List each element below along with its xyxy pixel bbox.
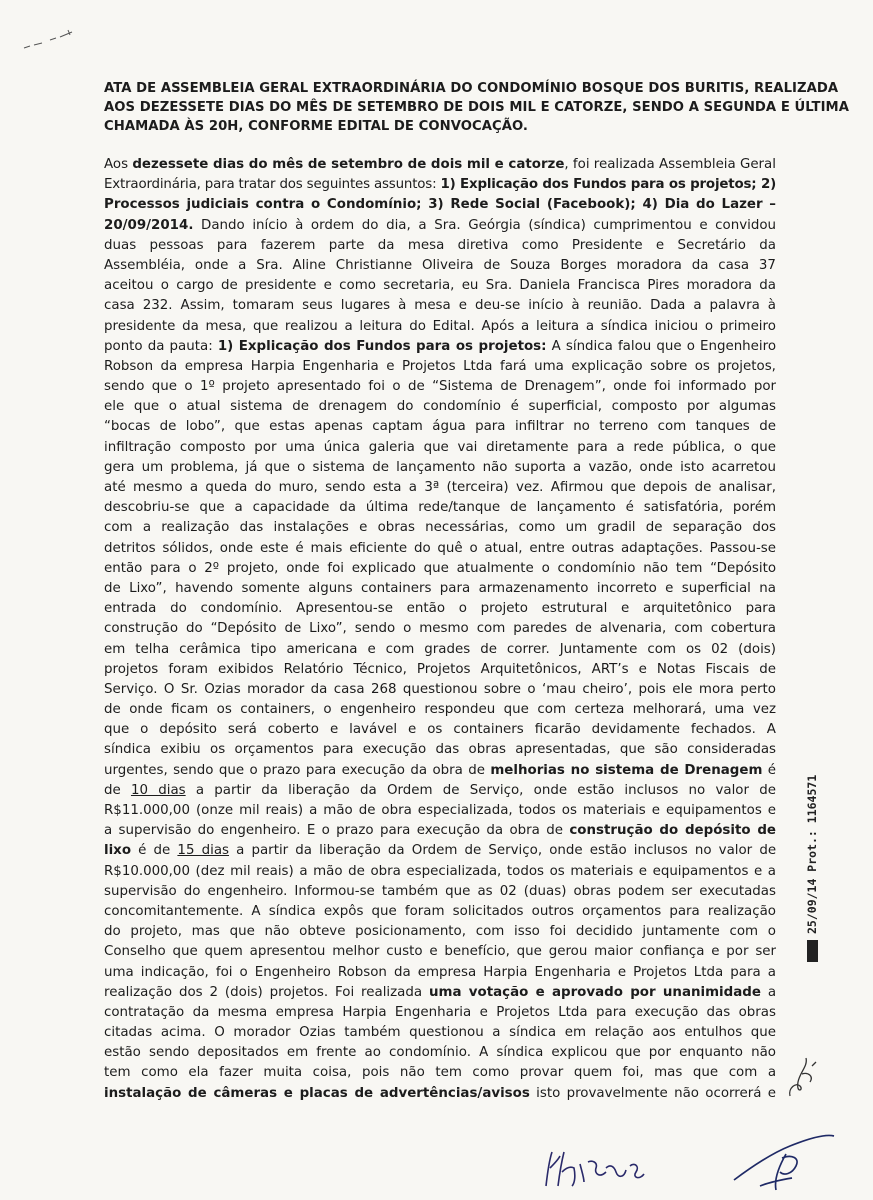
text-segment: Dando início à ordem do dia, a Sra. Geórgia (síndica) cumprimentou e convidou — [193, 217, 777, 233]
text-segment: detritos sólidos, onde este é mais eficiente do quê o atual, entre outras adaptações. Passou-se — [104, 540, 776, 556]
margin-initials — [782, 1052, 822, 1102]
text-segment: contratação da mesma empresa Harpia Engenharia e Projetos Ltda para execução das obras — [104, 1004, 776, 1020]
text-segment: isto provavelmente não ocorrerá e — [529, 1085, 777, 1101]
body-line — [104, 357, 776, 377]
text-segment: “bocas de lobo”, que estas apenas captam água para infiltrar no terreno com tanques de — [104, 419, 776, 435]
body-line — [104, 942, 776, 962]
body-line — [104, 1043, 776, 1063]
text-segment: Serviço. O Sr. Ozias morador da casa 268 questionou sobre o ‘mau cheiro’, pois ele mora perto — [104, 681, 776, 697]
text-segment: urgentes, sendo que o prazo para execução da obra de — [104, 762, 491, 778]
text-segment: A síndica falou que o Engenheiro — [546, 338, 777, 354]
text-segment: supervisão do engenheiro. Informou-se também que as 02 (duas) obras podem ser executadas — [104, 883, 776, 899]
body-line — [104, 801, 776, 821]
title-line: ATA DE ASSEMBLEIA GERAL EXTRAORDINÁRIA DO CONDOMÍNIO BOSQUE DOS BURITIS, REALIZADA — [104, 81, 839, 96]
body-line — [104, 337, 776, 357]
text-segment: Aos — [104, 157, 133, 172]
body-line — [104, 256, 776, 276]
text-segment: construção do “Depósito de Lixo”, sendo o mesmo com paredes de alvenaria, com cobertura — [104, 621, 776, 637]
text-segment: a partir da liberação da Ordem de Serviço, onde estão inclusos no valor de — [229, 843, 777, 859]
text-segment: a supervisão do engenheiro. E o prazo para execução da obra de — [104, 823, 570, 839]
bold-text: melhorias no sistema de Drenagem — [490, 762, 763, 778]
body-line — [104, 195, 776, 215]
stamp-text-wrap — [805, 742, 823, 962]
body-line — [104, 296, 776, 316]
text-segment: em telha cerâmica tipo americana e com grades de correr. Juntamente com os 02 (dois) — [104, 641, 777, 657]
text-segment: a partir da liberação da Ordem de Serviço, onde estão inclusos no valor de — [185, 782, 776, 798]
body-line — [104, 498, 776, 518]
body-line — [104, 397, 776, 417]
pen-mark — [20, 28, 80, 52]
body-line — [104, 922, 776, 942]
body-line — [104, 559, 776, 579]
protocol-stamp — [804, 738, 824, 968]
text-segment: infiltração composto por uma única galeria que vai diretamente para a rede pública, o que — [104, 439, 776, 455]
text-segment: síndica exibiu os orçamentos para execução das obras apresentadas, que são consideradas — [104, 742, 777, 758]
body-line — [104, 216, 776, 236]
bold-text: instalação de câmeras e placas de advertências/avisos — [104, 1085, 530, 1101]
body-line — [104, 175, 776, 195]
underlined-text: 15 dias — [177, 843, 229, 859]
text-segment: de — [104, 782, 131, 798]
stamp-logo — [807, 940, 818, 962]
text-segment: ele que o atual sistema de drenagem do condomínio é superficial, composto por algumas — [104, 399, 777, 415]
body-line — [104, 1023, 776, 1043]
text-segment: que o depósito será coberto e lavável e os containers ficarão devidamente fechados. A — [104, 722, 776, 738]
body-line — [104, 276, 776, 296]
text-segment: citadas acima. O morador Ozias também questionou a síndica em relação aos entulhos que — [104, 1025, 777, 1041]
body-line — [104, 599, 776, 619]
body-line — [104, 963, 776, 983]
body-line — [104, 317, 776, 337]
text-segment: de Lixo”, havendo somente alguns containers para armazenamento incorreto e superficial na — [104, 580, 776, 596]
text-segment: Conselho que quem apresentou melhor custo e benefício, que gerou maior confiança e por ser — [104, 944, 777, 960]
body-line — [104, 720, 776, 740]
text-segment: realização dos 2 (dois) projetos. Foi realizada — [104, 984, 429, 1000]
document-title — [104, 79, 849, 136]
text-segment: de onde ficam os containers, o engenheiro respondeu que com certeza melhorará, uma vez — [104, 702, 777, 718]
text-segment: Extraordinária, para tratar dos seguintes assuntos: — [104, 177, 441, 193]
body-line — [104, 660, 776, 680]
bold-text: 20/09/2014. — [104, 217, 194, 233]
text-segment: ponto da pauta: — [104, 338, 218, 354]
bold-text: uma votação e aprovado por unanimidade — [428, 984, 761, 1000]
body-line — [104, 680, 776, 700]
text-segment: casa 232. Assim, tomaram seus lugares à mesa e deu-se início à reunião. Dada a palavra à — [104, 298, 777, 314]
body-line — [104, 1084, 776, 1104]
text-segment: gera um problema, já que o sistema de lançamento não suporta a vazão, onde isto acarretou — [104, 459, 776, 475]
text-segment: tem como ela fazer muita coisa, pois não tem como provar quem foi, mas que com a — [104, 1065, 777, 1081]
bold-text: Processos judiciais contra o Condomínio; 3) Rede Social (Facebook); 4) Dia do Lazer – — [104, 197, 777, 213]
bold-text: dezessete dias do mês de setembro de dois mil e catorze — [132, 157, 565, 172]
bold-text: 1) Explicação dos Fundos para os projetos: — [217, 338, 547, 354]
body-line — [104, 841, 776, 861]
body-line — [104, 1003, 776, 1023]
text-segment: presidente da mesa, que realizou a leitura do Edital. Após a leitura a síndica iniciou o primeiro — [104, 318, 776, 334]
body-line — [104, 619, 776, 639]
text-segment: R$10.000,00 (dez mil reais) a mão de obra especializada, todos os materiais e equipamentos e a — [104, 863, 777, 879]
body-line — [104, 902, 776, 922]
text-segment: com a realização das instalações e obras necessárias, como um gradil de separação dos — [104, 520, 777, 536]
text-segment: é — [762, 762, 777, 778]
stamp-text: 25/09/14 Prot.: 1164571 — [805, 774, 819, 934]
body-line — [104, 539, 776, 559]
body-line — [104, 478, 776, 498]
body-line — [104, 236, 776, 256]
body-line — [104, 821, 776, 841]
bold-text: construção do depósito de — [569, 823, 776, 839]
body-line — [104, 882, 776, 902]
body-line — [104, 740, 776, 760]
document-body — [104, 155, 776, 1104]
text-segment: projetos foram exibidos Relatório Técnico, Projetos Arquitetônicos, ART’s e Notas Fiscais de — [104, 661, 777, 677]
body-line — [104, 518, 776, 538]
body-line — [104, 983, 776, 1003]
text-segment: duas pessoas para fazerem parte da mesa diretiva como Presidente e Secretário da — [104, 237, 776, 253]
title-line: AOS DEZESSETE DIAS DO MÊS DE SETEMBRO DE DOIS MIL E CATORZE, SENDO A SEGUNDA E ÚLTIMA — [104, 100, 849, 115]
body-line — [104, 579, 776, 599]
bold-text: lixo — [104, 843, 132, 859]
text-segment: é de — [131, 843, 178, 859]
text-segment: estão sendo depositados em frente ao condomínio. A síndica explicou que por enquanto não — [104, 1045, 776, 1061]
text-segment: sendo que o 1º projeto apresentado foi o de “Sistema de Drenagem”, onde foi informado por — [104, 379, 777, 395]
bold-text: 1) Explicação dos Fundos para os projetos; 2) — [440, 177, 777, 193]
body-line — [104, 862, 776, 882]
text-segment: então para o 2º projeto, onde foi explicado que atualmente o condomínio não tem “Depósito — [104, 560, 777, 576]
body-line — [104, 155, 776, 175]
text-segment: aceitou o cargo de presidente e como secretaria, eu Sra. Daniela Francisca Pires moradora da — [104, 278, 776, 294]
text-segment: até mesmo a queda do muro, sendo esta a 3ª (terceira) vez. Afirmou que depois de analisar, — [104, 480, 776, 495]
body-line — [104, 417, 776, 437]
text-segment: , foi realizada Assembleia Geral — [564, 157, 776, 172]
text-segment: R$11.000,00 (onze mil reais) a mão de obra especializada, todos os materiais e equipamentos e — [104, 803, 777, 818]
text-segment: uma indicação, foi o Engenheiro Robson da empresa Harpia Engenharia e Projetos Ltda para a — [104, 964, 776, 980]
text-segment: do projeto, mas que não obteve posicionamento, com isso foi decidido juntamente com o — [104, 924, 776, 940]
body-line — [104, 700, 776, 720]
text-segment: Assembléia, onde a Sra. Aline Christianne Oliveira de Souza Borges moradora da casa 37 — [104, 257, 776, 273]
body-line — [104, 761, 776, 781]
text-segment: Robson da empresa Harpia Engenharia e Projetos Ltda fará uma explicação sobre os projetos, — [104, 358, 776, 374]
text-segment: descobriu-se que a capacidade da última rede/tanque de lançamento é satisfatória, porém — [104, 500, 777, 516]
body-line — [104, 377, 776, 397]
text-segment: entrada do condomínio. Apresentou-se então o projeto estrutural e arquitetônico para — [104, 601, 776, 617]
signature-secretary — [540, 1138, 650, 1194]
body-line — [104, 1063, 776, 1083]
body-line — [104, 640, 776, 660]
text-segment: concomitantemente. A síndica expôs que foram solicitados outros orçamentos para realização — [104, 903, 776, 919]
body-line — [104, 781, 776, 801]
body-line — [104, 438, 776, 458]
underlined-text: 10 dias — [130, 782, 186, 798]
body-line — [104, 458, 776, 478]
signature-president — [730, 1124, 840, 1198]
title-line: CHAMADA ÀS 20H, CONFORME EDITAL DE CONVOCAÇÃO. — [104, 119, 528, 134]
text-segment: a — [760, 984, 777, 1000]
